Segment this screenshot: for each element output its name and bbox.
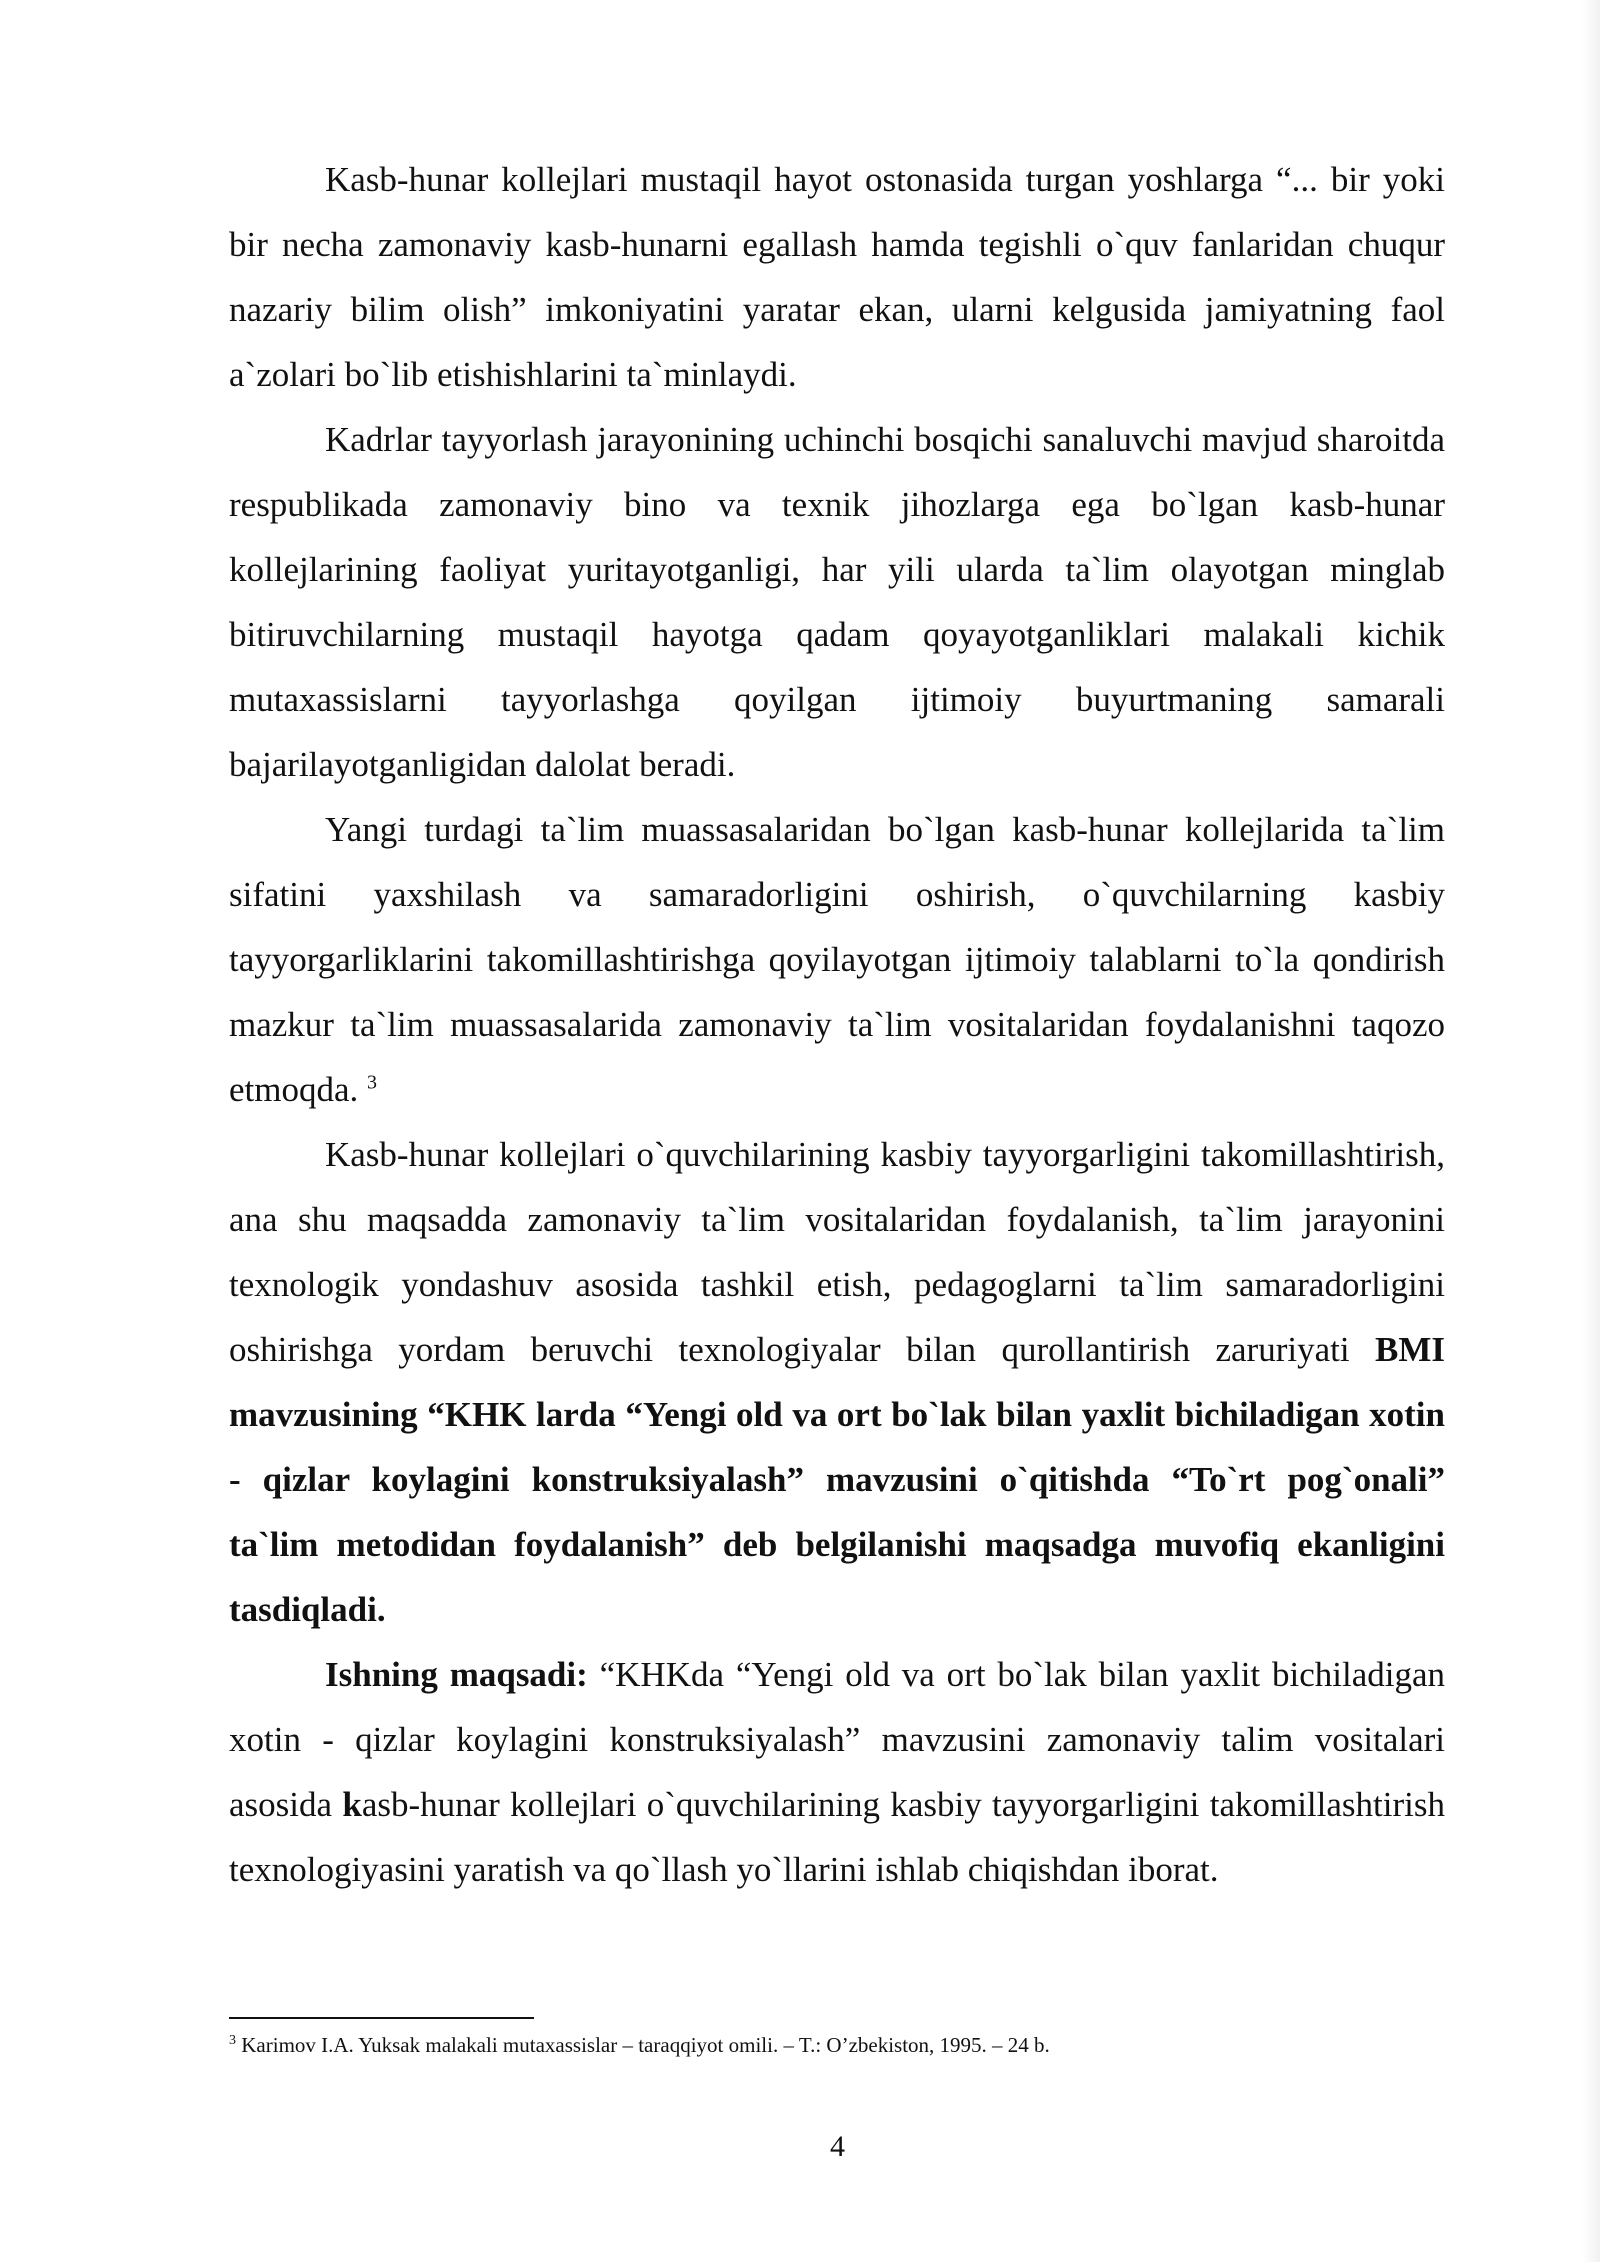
footnote-separator — [229, 2017, 534, 2019]
paragraph-4-text: Kasb-hunar kollejlari o`quvchilarining kasbiy tayyorgarligini takomillashtirish, ana shu maqsadda zamonaviy ta`lim vositalaridan foydalanish, ta`lim jarayonini texnologik yondashuv asosida tashkil etish, pedagoglarni ta`lim samaradorligini oshirishga yordam beruvchi texnologiyalar bilan qurollantirish zaruriyati — [229, 1135, 1445, 1369]
footnote-reference[interactable]: 3 — [367, 1071, 378, 1094]
paragraph-5-text-a: “KHKda “Yengi old va ort bo`lak bilan yaxlit bichiladigan xotin - qizlar koylagini konstruksiyalash” mavzusini zamonaviy talim vositalari asosida — [229, 1655, 1445, 1824]
paragraph-3-text: Yangi turdagi ta`lim muassasalaridan bo`lgan kasb-hunar kollejlarida ta`lim sifatini yaxshilash va samaradorligini oshirish, o`quvchilarning kasbiy tayyorgarliklarini takomillashtirishga qoyilayotgan ijtimoiy talablarni to`la qondirish mazkur ta`lim muassasalarida zamonaviy ta`lim vositalaridan foydalanishni taqozo etmoqda. — [229, 810, 1445, 1109]
paragraph-4-bold-text: BMI mavzusining “KHK larda “Yengi old va ort bo`lak bilan yaxlit bichiladigan xotin - qizlar koylagini konstruksiyalash” mavzusini o`qitishda “To`rt pog`onali” ta`lim metodidan foydalanish” deb belgilanishi maqsadga muvofiq ekanligini tasdiqladi. — [229, 1330, 1445, 1629]
paragraph-2 — [229, 407, 1445, 797]
paragraph-5 — [229, 1642, 1445, 1902]
paragraph-5-text-b: asb-hunar kollejlari o`quvchilarining kasbiy tayyorgarligini takomillashtirish texnologiyasini yaratish va qo`llash yo`llarini ishlab chiqishdan iborat. — [229, 1785, 1445, 1889]
paragraph-1 — [229, 147, 1445, 407]
paragraph-4 — [229, 1122, 1445, 1642]
paragraph-3 — [229, 797, 1445, 1122]
goal-label: Ishning maqsadi: — [325, 1655, 588, 1694]
page-number: 4 — [830, 2130, 845, 2163]
paragraph-5-bold-letter: k — [342, 1785, 362, 1824]
paragraph-1-text: Kasb-hunar kollejlari mustaqil hayot ostonasida turgan yoshlarga “... bir yoki bir necha zamonaviy kasb-hunarni egallash hamda tegishli o`quv fanlaridan chuqur nazariy bilim olish” imkoniyatini yaratar ekan, ularni kelgusida jamiyatning faol a`zolari bo`lib etishishlarini ta`minlaydi. — [229, 160, 1445, 394]
footnote-number: 3 — [229, 2033, 236, 2048]
footnote — [229, 2030, 1445, 2060]
footnote-text: Karimov I.A. Yuksak malakali mutaxassislar – taraqqiyot omili. – T.: O’zbekiston, 1995. – 24 b. — [236, 2033, 1050, 2057]
body-text — [229, 147, 1445, 1902]
page-edge-shadow — [1582, 0, 1600, 2262]
paragraph-2-text: Kadrlar tayyorlash jarayonining uchinchi bosqichi sanaluvchi mavjud sharoitda respublikada zamonaviy bino va texnik jihozlarga ega bo`lgan kasb-hunar kollejlarining faoliyat yuritayotganligi, har yili ularda ta`lim olayotgan minglab bitiruvchilarning mustaqil hayotga qadam qoyayotganliklari malakali kichik mutaxassislarni tayyorlashga qoyilgan ijtimoiy buyurtmaning samarali bajarilayotganligidan dalolat beradi. — [229, 420, 1445, 784]
